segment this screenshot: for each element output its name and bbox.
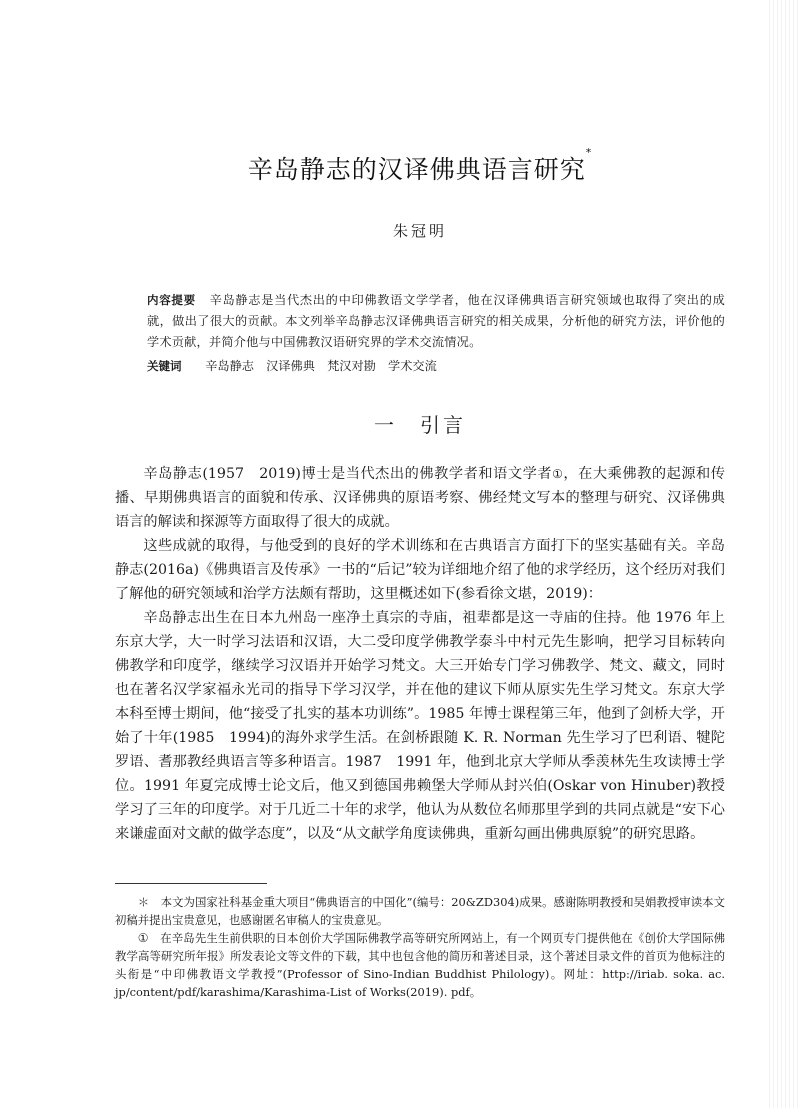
abstract	[147, 290, 725, 353]
section-heading: 一 引言	[374, 413, 466, 437]
keywords-label: 关键词	[147, 359, 182, 373]
footnote-1	[115, 929, 725, 1001]
paragraph-1	[115, 462, 725, 534]
keywords-list: 辛岛静志 汉译佛典 梵汉对勘 学术交流	[205, 359, 437, 373]
body-text	[115, 462, 725, 846]
abstract-text: 辛岛静志是当代杰出的中印佛教语文学学者，他在汉译佛典语言研究领域也取得了突出的成就，做出了很大的贡献。本文列举辛岛静志汉译佛典语言研究的相关成果，分析他的研究方法，评价他的学术贡献，并简介他与中国佛教汉语研究界的学术交流情况。	[147, 293, 725, 349]
keywords	[147, 356, 725, 377]
footnote-ref-1[interactable]: ①	[552, 467, 564, 481]
title-footnote-mark: *	[585, 146, 593, 159]
paragraph-1-text: 辛岛静志(1957 2019)博士是当代杰出的佛教学者和语文学者	[143, 466, 553, 482]
footnote-1-text: 在辛岛先生生前供职的日本创价大学国际佛教学高等研究所网站上，有一个网页专门提供他在《创价大学国际佛教学高等研究所年报》所发表论文等文件的下载，其中也包含他的简历和著述目录，这个著述目录文件的首页为他标注的头衔是“中印佛教语文学教授”(Professor of Sino-Indian Buddhist Philology)。网址：http://iriab. soka. ac. jp/content/pdf/karashima/Karashima-List of Works(2019). pdf。	[115, 931, 725, 999]
footnote-divider	[115, 883, 267, 884]
paragraph-3: 辛岛静志出生在日本九州岛一座净土真宗的寺庙，祖辈都是这一寺庙的住持。他 1976 年上东京大学，大一时学习法语和汉语，大二受印度学佛教学泰斗中村元先生影响，把学习目标转向佛教学和印度学，继续学习汉语并开始学习梵文。大三开始专门学习佛教学、梵文、藏文，同时也在著名汉学家福永光司的指导下学习汉学，并在他的建议下师从原实先生学习梵文。东京大学本科至博士期间，他“接受了扎实的基本功训练”。1985 年博士课程第三年，他到了剑桥大学，开始了十年(1985 1994)的海外求学生活。在剑桥跟随 K. R. Norman 先生学习了巴利语、犍陀罗语、耆那教经典语言等多种语言。1987 1991 年，他到北京大学师从季羡林先生攻读博士学位。1991 年夏完成博士论文后，他又到德国弗赖堡大学师从封兴伯(Oskar von Hinuber)教授学习了三年的印度学。对于几近二十年的求学，他认为从数位名师那里学到的共同点就是“安下心来谦虚面对文献的做学态度”，以及“从文献学角度读佛典，重新勾画出佛典原貌”的研究思路。	[115, 610, 725, 842]
page-edge-shadow	[766, 0, 800, 1108]
abstract-label: 内容提要	[147, 293, 196, 307]
footnote-star: ＊ 本文为国家社科基金重大项目“佛典语言的中国化”(编号：20&ZD304)成果。感谢陈明教授和吴娟教授审读本文初稿并提出宝贵意见，也感谢匿名审稿人的宝贵意见。	[115, 895, 725, 927]
footnote-1-mark: ①	[137, 931, 149, 945]
author-name: 朱冠明	[392, 222, 447, 240]
paragraph-2: 这些成就的取得，与他受到的良好的学术训练和在古典语言方面打下的坚实基础有关。辛岛静志(2016a)《佛典语言及传承》一书的“后记”较为详细地介绍了他的求学经历，这个经历对我们了解他的研究领域和治学方法颇有帮助，这里概述如下(参看徐文堪，2019)：	[115, 538, 725, 602]
footnotes	[115, 893, 725, 1001]
title-text: 辛岛静志的汉译佛典语言研究	[247, 155, 586, 184]
paragraph-1-text-cont: ，在大乘佛教的起源和传播、早期佛典语言的面貌和传承、汉译佛典的原语考察、佛经梵文写本的整理与研究、汉译佛典语言的解读和探源等方面取得了很大的成就。	[115, 466, 725, 530]
paper-title	[115, 146, 725, 186]
